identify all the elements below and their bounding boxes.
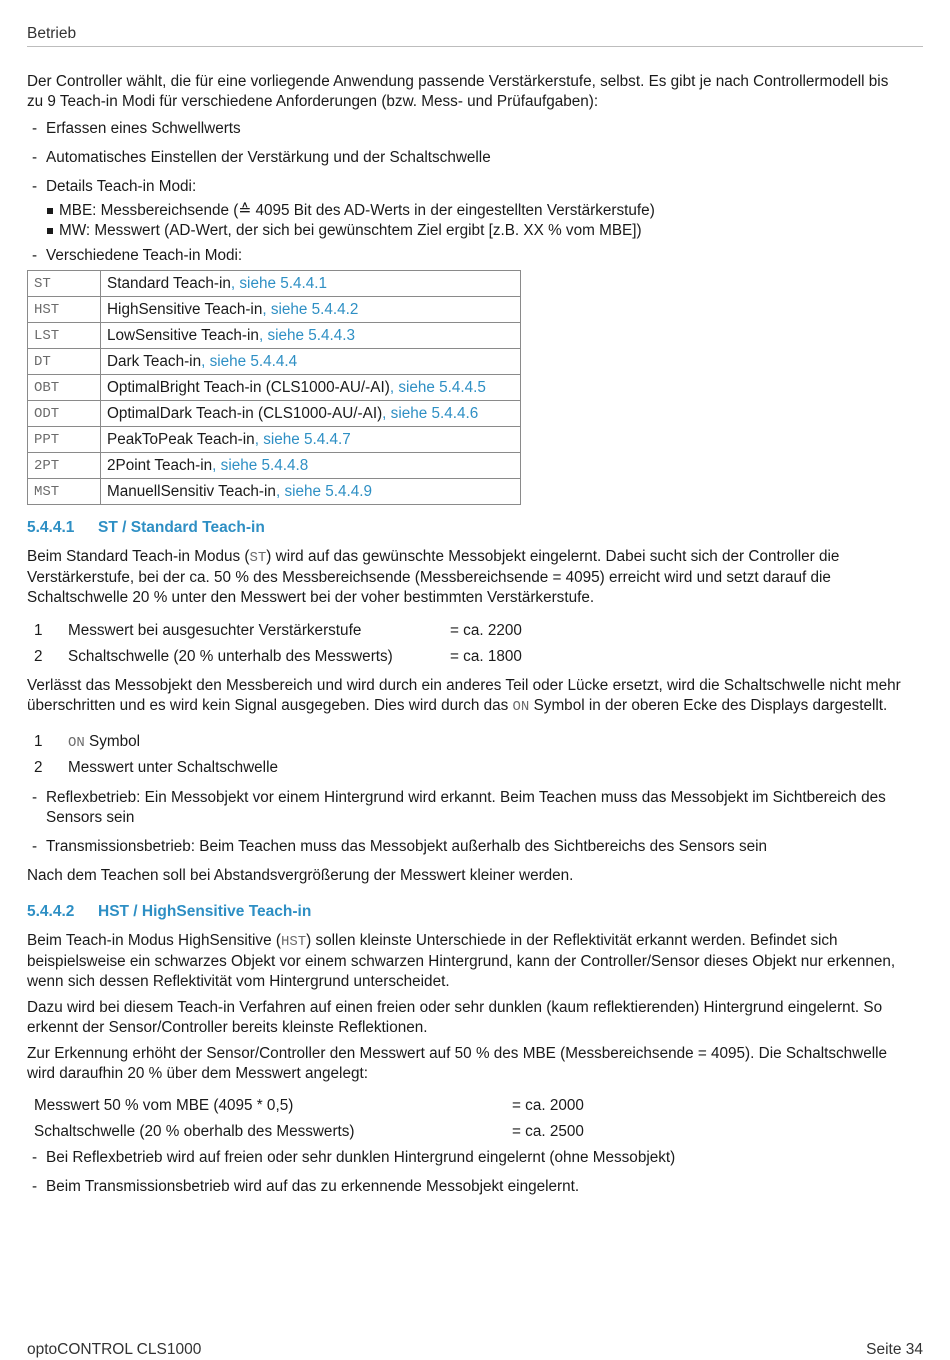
bullet-item: - Erfassen eines Schwellwerts bbox=[27, 119, 923, 139]
hst-paragraph-3: Zur Erkennung erhöht der Sensor/Controller den Messwert auf 50 % des MBE (Messbereichsende = 4095). Die Schaltschwelle wird daraufhin 20 % über dem Messwert angelegt: bbox=[27, 1045, 888, 1082]
section-heading-st bbox=[27, 518, 923, 538]
mode-sep: , bbox=[230, 274, 240, 292]
table-row bbox=[28, 375, 521, 401]
value-number: 2 bbox=[34, 648, 43, 665]
text-run: Symbol in der oberen Ecke des Displays dargestellt. bbox=[529, 697, 888, 714]
section-link[interactable]: siehe 5.4.4.8 bbox=[220, 456, 309, 474]
text-run: Beim Teach-in Modus HighSensitive ( bbox=[27, 932, 281, 949]
bullet-item: - Beim Transmissionsbetrieb wird auf das zu erkennende Messobjekt eingelernt. bbox=[27, 1177, 923, 1197]
st-values-list bbox=[27, 618, 923, 670]
mode-description bbox=[101, 401, 521, 427]
value-row bbox=[27, 644, 923, 670]
footer-page-number: Seite 34 bbox=[866, 1341, 923, 1358]
mode-code: LST bbox=[28, 323, 101, 349]
mode-description bbox=[101, 271, 521, 297]
value-label: Schaltschwelle (20 % oberhalb des Messwerts) bbox=[34, 1123, 355, 1140]
mode-description bbox=[101, 427, 521, 453]
code-hst: HST bbox=[280, 934, 307, 950]
code-on: ON bbox=[68, 734, 85, 751]
mode-description bbox=[101, 453, 521, 479]
value-row bbox=[27, 618, 923, 644]
mode-name: HighSensitive Teach-in bbox=[107, 300, 263, 318]
table-row bbox=[28, 271, 521, 297]
mode-description bbox=[101, 479, 521, 505]
mode-code: ODT bbox=[28, 401, 101, 427]
section-number: 5.4.4.1 bbox=[27, 519, 75, 536]
section-number: 5.4.4.2 bbox=[27, 903, 75, 920]
bullet-item: - Automatisches Einstellen der Verstärkung und der Schaltschwelle bbox=[27, 148, 923, 168]
document-page bbox=[27, 0, 923, 1360]
bullet-item: - Details Teach-in Modi: bbox=[27, 177, 923, 197]
code-on: ON bbox=[512, 699, 530, 715]
value-row bbox=[27, 1119, 923, 1145]
mode-sep: , bbox=[254, 430, 264, 448]
teach-in-modes-table bbox=[27, 270, 521, 505]
section-link[interactable]: siehe 5.4.4.4 bbox=[209, 352, 298, 370]
text-run: ) sollen kleinste Unterschiede in der Reflektivität erkannt werden. Befindet sich beispielsweise ein schwarzes Objekt vor einem schwarzen Hintergrund, kann der Controller/Sensor dieses Objekt nur erkennen, wenn sich dessen Reflektivität vom Hintergrund unterscheidet. bbox=[27, 932, 896, 990]
legend-number: 1 bbox=[34, 733, 43, 750]
text-run: Symbol bbox=[84, 732, 141, 750]
mode-code: MST bbox=[28, 479, 101, 505]
st-legend-list bbox=[27, 729, 923, 781]
value-label: Messwert 50 % vom MBE (4095 * 0,5) bbox=[34, 1097, 294, 1114]
section-title: HST / HighSensitive Teach-in bbox=[98, 903, 312, 920]
mode-name: Standard Teach-in bbox=[107, 274, 231, 292]
section-link[interactable]: siehe 5.4.4.3 bbox=[267, 326, 356, 344]
value-row bbox=[27, 1093, 923, 1119]
legend-row bbox=[27, 729, 923, 755]
section-title: ST / Standard Teach-in bbox=[98, 519, 265, 536]
mode-name: 2Point Teach-in bbox=[107, 456, 213, 474]
section-link[interactable]: siehe 5.4.4.7 bbox=[263, 430, 351, 448]
mode-sep: , bbox=[262, 300, 271, 318]
mode-name: OptimalBright Teach-in (CLS1000-AU/-AI) bbox=[107, 378, 390, 396]
legend-row bbox=[27, 755, 923, 781]
mode-sep: , bbox=[275, 482, 285, 500]
page-header-title: Betrieb bbox=[27, 25, 77, 42]
text-run: ) wird auf das gewünschte Messobjekt eingelernt. Dabei sucht sich der Controller die Verstärkerstufe, bei der ca. 50 % des Messbereichsende (Messbereichsende = 4095) erreicht wird und setzt darauf die Schaltschwelle 20 % unter den Messwert bei der voher bestimmten Verstärkerstufe. bbox=[27, 548, 840, 606]
bullet-item: - Reflexbetrieb: Ein Messobjekt vor einem Hintergrund wird erkannt. Beim Teachen muss das Messobjekt im Sichtbereich des Sensors sein bbox=[27, 788, 906, 828]
mode-name: LowSensitive Teach-in bbox=[107, 326, 259, 344]
mode-sep: , bbox=[212, 456, 221, 474]
value-amount: = ca. 2200 bbox=[450, 622, 522, 639]
sub-bullet-item: MBE: Messbereichsende (≙ 4095 Bit des AD-Werts in der eingestellten Verstärkerstufe) bbox=[27, 201, 923, 221]
hst-paragraph bbox=[27, 931, 920, 992]
mode-sep: , bbox=[258, 326, 268, 344]
section-link[interactable]: siehe 5.4.4.9 bbox=[284, 482, 373, 500]
mode-code: OBT bbox=[28, 375, 101, 401]
mode-sep: , bbox=[389, 378, 399, 396]
sub-bullet-item: MW: Messwert (AD-Wert, der sich bei gewünschtem Ziel ergibt [z.B. XX % vom MBE]) bbox=[27, 221, 923, 241]
main-content bbox=[27, 72, 923, 1197]
table-row bbox=[28, 479, 521, 505]
value-amount: = ca. 2000 bbox=[512, 1097, 584, 1114]
text-run: Beim Standard Teach-in Modus ( bbox=[27, 548, 250, 565]
mode-sep: , bbox=[382, 404, 391, 422]
mode-sep: , bbox=[201, 352, 210, 370]
table-row bbox=[28, 297, 521, 323]
st-paragraph-2 bbox=[27, 676, 920, 717]
mode-code: HST bbox=[28, 297, 101, 323]
mode-name: PeakToPeak Teach-in bbox=[107, 430, 255, 448]
mode-name: Dark Teach-in bbox=[107, 352, 202, 370]
mode-name: OptimalDark Teach-in (CLS1000-AU/-AI) bbox=[107, 404, 383, 422]
footer-product: optoCONTROL CLS1000 bbox=[27, 1341, 202, 1358]
value-amount: = ca. 1800 bbox=[450, 648, 522, 665]
legend-label: Messwert unter Schaltschwelle bbox=[68, 759, 278, 776]
section-heading-hst bbox=[27, 902, 923, 922]
table-row bbox=[28, 401, 521, 427]
mode-name: ManuellSensitiv Teach-in bbox=[107, 482, 276, 500]
legend-label bbox=[68, 732, 140, 753]
mode-code: ST bbox=[28, 271, 101, 297]
intro-paragraph: Der Controller wählt, die für eine vorliegende Anwendung passende Verstärkerstufe, selbst. Es gibt je nach Controllermodell bis zu 9 Teach-in Modi für verschiedene Anforderungen (bzw. Mess- und Prüfaufgaben): bbox=[27, 73, 889, 110]
bullet-item: - Verschiedene Teach-in Modi: bbox=[27, 246, 923, 266]
value-label: Messwert bei ausgesuchter Verstärkerstufe bbox=[68, 622, 362, 639]
mode-description bbox=[101, 323, 521, 349]
text-run: Verlässt das Messobjekt den Messbereich und wird durch ein anderes Teil oder Lücke ersetzt, wird die Schaltschwelle nicht mehr überschritten und es wird kein Signal ausgegeben. Dies wird durch das bbox=[27, 677, 901, 714]
mode-code: DT bbox=[28, 349, 101, 375]
bullet-item: - Bei Reflexbetrieb wird auf freien oder sehr dunklen Hintergrund eingelernt (ohne Messobjekt) bbox=[27, 1148, 923, 1168]
hst-paragraph-2: Dazu wird bei diesem Teach-in Verfahren auf einen freien oder sehr dunklen (kaum reflektierenden) Hintergrund eingelernt. So erkennt der Sensor/Controller bereits kleinste Reflektionen. bbox=[27, 999, 883, 1036]
mode-code: PPT bbox=[28, 427, 101, 453]
code-st: ST bbox=[249, 550, 267, 566]
table-row bbox=[28, 427, 521, 453]
bullet-item: - Transmissionsbetrieb: Beim Teachen muss das Messobjekt außerhalb des Sichtbereichs des Sensors sein bbox=[27, 837, 923, 857]
mode-description bbox=[101, 375, 521, 401]
section-link[interactable]: siehe 5.4.4.1 bbox=[239, 274, 327, 292]
header-divider bbox=[27, 46, 923, 47]
st-paragraph bbox=[27, 547, 920, 608]
mode-code: 2PT bbox=[28, 453, 101, 479]
hst-values-list bbox=[27, 1093, 923, 1145]
mode-description bbox=[101, 349, 521, 375]
value-label: Schaltschwelle (20 % unterhalb des Messwerts) bbox=[68, 648, 393, 665]
value-number: 1 bbox=[34, 622, 43, 639]
table-row bbox=[28, 349, 521, 375]
value-amount: = ca. 2500 bbox=[512, 1123, 584, 1140]
mode-description bbox=[101, 297, 521, 323]
st-closing: Nach dem Teachen soll bei Abstandsvergrößerung der Messwert kleiner werden. bbox=[27, 867, 574, 884]
section-link[interactable]: siehe 5.4.4.6 bbox=[390, 404, 479, 422]
section-link[interactable]: siehe 5.4.4.5 bbox=[398, 378, 486, 396]
legend-number: 2 bbox=[34, 759, 43, 776]
table-row bbox=[28, 453, 521, 479]
section-link[interactable]: siehe 5.4.4.2 bbox=[270, 300, 359, 318]
table-row bbox=[28, 323, 521, 349]
